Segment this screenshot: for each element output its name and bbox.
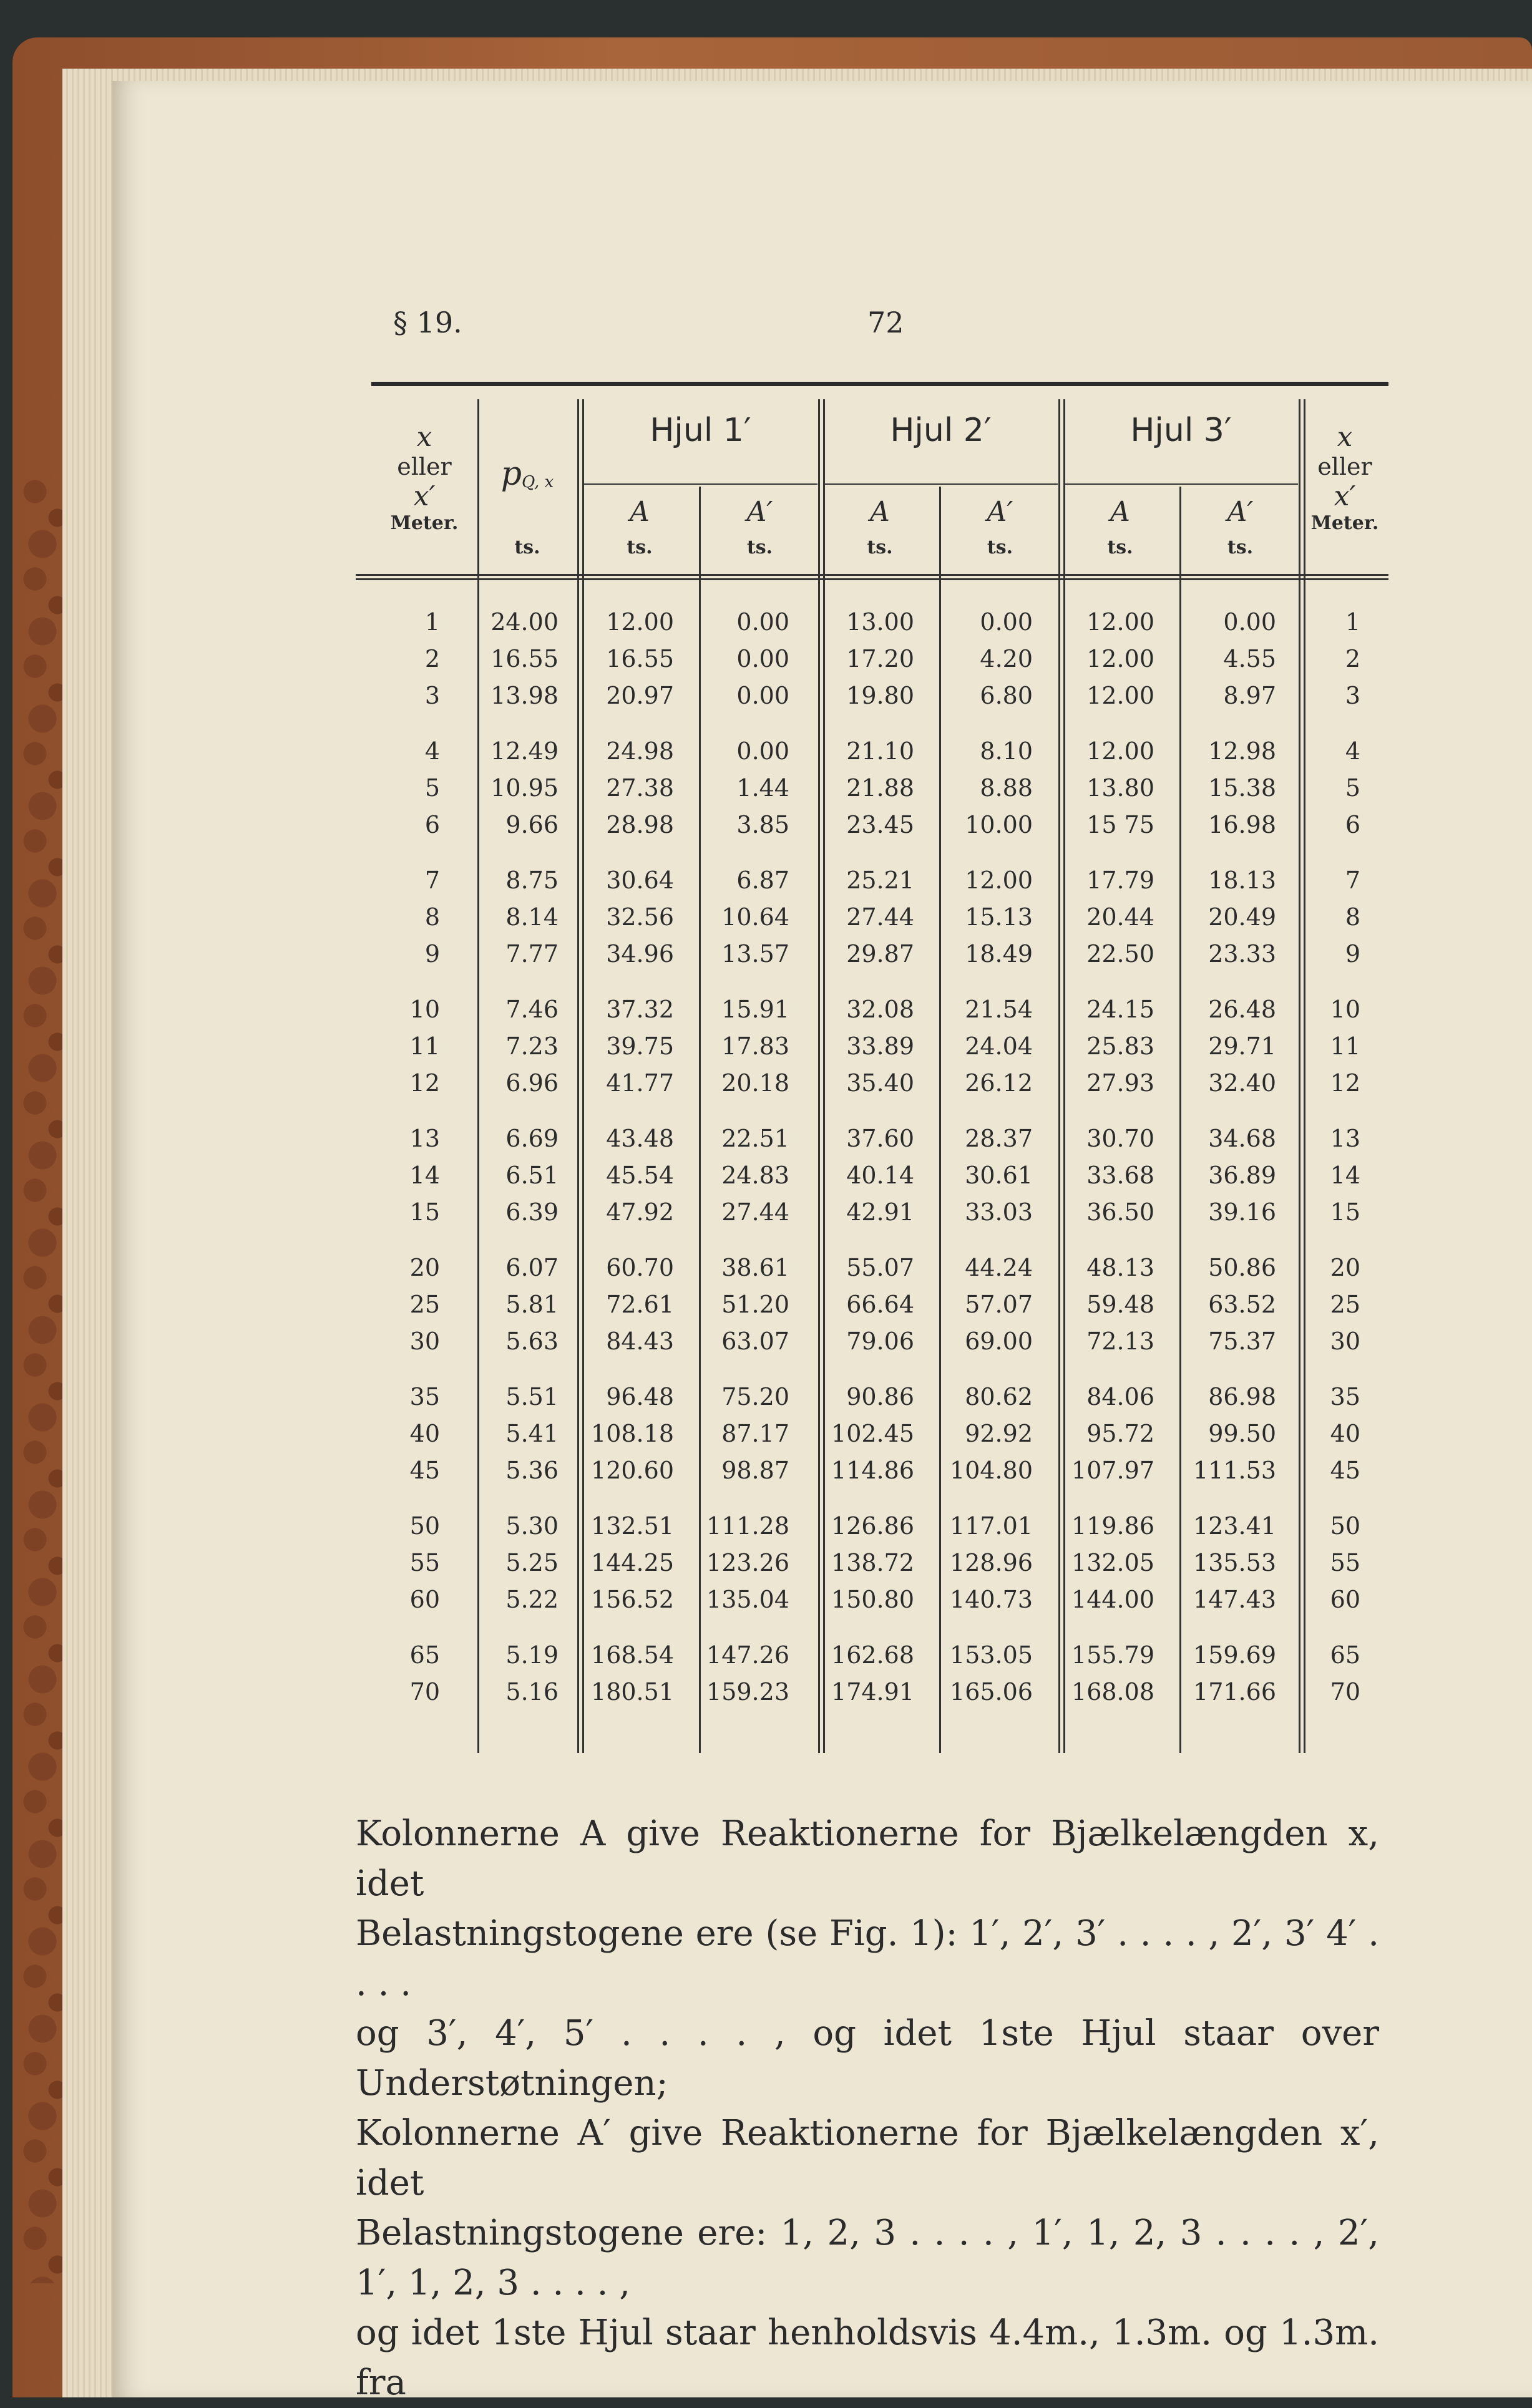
table-cell: 5.63 <box>505 1328 559 1355</box>
hjul-2-a-prime-unit: ts. <box>987 536 1013 558</box>
table-cell: 36.50 <box>1086 1198 1154 1226</box>
table-cell: 63.52 <box>1208 1291 1276 1318</box>
table-cell: 17.79 <box>1086 867 1154 894</box>
table-cell: 69.00 <box>965 1328 1033 1355</box>
table-cell: 144.25 <box>591 1549 674 1576</box>
table-cell: 155.79 <box>1071 1641 1154 1669</box>
p-unit: ts. <box>514 536 540 558</box>
table-cell: 34.96 <box>606 940 674 968</box>
table-cell: 156.52 <box>591 1586 674 1613</box>
table-cell: 80.62 <box>965 1383 1033 1410</box>
hjul-1-rule <box>583 483 817 485</box>
col-rule <box>1179 487 1181 1753</box>
table-cell: 15.91 <box>721 996 789 1023</box>
table-cell: 26.12 <box>965 1069 1033 1097</box>
table-cell: 16.55 <box>606 645 674 672</box>
x-value-cell: 12 <box>1330 1069 1360 1097</box>
x-value-cell: 20 <box>1330 1254 1360 1281</box>
table-cell: 98.87 <box>721 1457 789 1484</box>
table-cell: 48.13 <box>1086 1254 1154 1281</box>
table-cell: 57.07 <box>965 1291 1033 1318</box>
x-value-cell: 15 <box>409 1198 440 1226</box>
table-cell: 8.75 <box>505 867 559 894</box>
xr-prime-symbol: x′ <box>1334 480 1356 512</box>
table-cell: 45.54 <box>606 1162 674 1189</box>
table-cell: 171.66 <box>1193 1678 1276 1706</box>
table-cell: 20.44 <box>1086 903 1154 931</box>
x-value-cell: 40 <box>409 1420 440 1447</box>
table-cell: 13.80 <box>1086 774 1154 802</box>
caption-line: og idet 1ste Hjul staar henholdsvis 4.4m., 1.3m. og 1.3m. fra <box>356 2313 1379 2403</box>
table-cell: 13.98 <box>490 682 559 709</box>
x-prime-symbol: x′ <box>413 480 436 512</box>
hjul-3-a-unit: ts. <box>1107 536 1133 558</box>
table-cell: 3.85 <box>736 811 789 838</box>
table-cell: 96.48 <box>606 1383 674 1410</box>
table-cell: 0.00 <box>1223 608 1276 636</box>
p-subscript: Q, x <box>522 473 554 492</box>
table-cell: 24.04 <box>965 1032 1033 1060</box>
table-cell: 95.72 <box>1086 1420 1154 1447</box>
table-cell: 6.69 <box>505 1125 559 1152</box>
table-cell: 10.95 <box>490 774 559 802</box>
hjul-1-a-unit: ts. <box>627 536 653 558</box>
table-cell: 27.44 <box>846 903 914 931</box>
table-cell: 24.83 <box>721 1162 789 1189</box>
col-rule <box>1304 399 1305 1753</box>
x-value-cell: 7 <box>424 867 440 894</box>
table-cell: 32.56 <box>606 903 674 931</box>
table-cell: 20.18 <box>721 1069 789 1097</box>
eller-label: eller <box>397 453 452 480</box>
x-value-cell: 3 <box>424 682 440 709</box>
table-cell: 18.49 <box>965 940 1033 968</box>
table-cell: 33.03 <box>965 1198 1033 1226</box>
section-number: § 19. <box>393 306 462 339</box>
table-cell: 27.93 <box>1086 1069 1154 1097</box>
table-cell: 15 75 <box>1086 811 1154 838</box>
table-cell: 13.00 <box>846 608 914 636</box>
x-value-cell: 35 <box>1330 1383 1360 1410</box>
table-cell: 5.25 <box>505 1549 559 1576</box>
table-cell: 162.68 <box>831 1641 914 1669</box>
table-cell: 144.00 <box>1071 1586 1154 1613</box>
hjul-2-a-prime: A′ <box>987 496 1013 528</box>
table-cell: 28.98 <box>606 811 674 838</box>
table-cell: 33.89 <box>846 1032 914 1060</box>
col-rule <box>818 399 820 1753</box>
table-cell: 27.44 <box>721 1198 789 1226</box>
table-cell: 32.08 <box>846 996 914 1023</box>
x-value-cell: 20 <box>409 1254 440 1281</box>
x-value-cell: 10 <box>409 996 440 1023</box>
table-cell: 168.08 <box>1071 1678 1154 1706</box>
table-cell: 38.61 <box>721 1254 789 1281</box>
table-cell: 36.89 <box>1208 1162 1276 1189</box>
table-cell: 32.40 <box>1208 1069 1276 1097</box>
table-cell: 63.07 <box>721 1328 789 1355</box>
table-cell: 12.00 <box>606 608 674 636</box>
x-value-cell: 11 <box>1330 1032 1360 1060</box>
meter-unit: Meter. <box>390 512 459 534</box>
x-value-cell: 14 <box>1330 1162 1360 1189</box>
hjul-2-title: Hjul 2′ <box>890 412 992 449</box>
table-cell: 24.00 <box>490 608 559 636</box>
x-value-cell: 11 <box>409 1032 440 1060</box>
col-rule <box>477 399 479 1753</box>
hjul-3-a-prime: A′ <box>1227 496 1254 528</box>
table-cell: 8.88 <box>980 774 1033 802</box>
table-cell: 21.10 <box>846 737 914 765</box>
table-cell: 99.50 <box>1208 1420 1276 1447</box>
table-cell: 5.51 <box>505 1383 559 1410</box>
x-symbol: x <box>416 421 432 453</box>
x-value-cell: 1 <box>424 608 440 636</box>
table-cell: 25.21 <box>846 867 914 894</box>
col-rule <box>582 399 584 1753</box>
hjul-2-a-unit: ts. <box>867 536 893 558</box>
table-cell: 79.06 <box>846 1328 914 1355</box>
table-cell: 123.41 <box>1193 1512 1276 1540</box>
x-value-cell: 60 <box>409 1586 440 1613</box>
p-symbol: p <box>500 455 522 493</box>
table-cell: 12.00 <box>1086 682 1154 709</box>
p-column-header <box>477 455 577 493</box>
table-cell: 104.80 <box>950 1457 1033 1484</box>
table-cell: 6.80 <box>980 682 1033 709</box>
table-cell: 29.87 <box>846 940 914 968</box>
table-cell: 15.13 <box>965 903 1033 931</box>
table-cell: 180.51 <box>591 1678 674 1706</box>
table-cell: 147.43 <box>1193 1586 1276 1613</box>
x-value-cell: 25 <box>1330 1291 1360 1318</box>
x-value-cell: 4 <box>424 737 440 765</box>
table-cell: 21.88 <box>846 774 914 802</box>
hjul-1-a-prime-unit: ts. <box>746 536 773 558</box>
table-cell: 12.98 <box>1208 737 1276 765</box>
table-cell: 37.32 <box>606 996 674 1023</box>
table-cell: 135.53 <box>1193 1549 1276 1576</box>
table-cell: 6.96 <box>505 1069 559 1097</box>
table-cell: 4.20 <box>980 645 1033 672</box>
table-cell: 102.45 <box>831 1420 914 1447</box>
table-cell: 0.00 <box>736 682 789 709</box>
col-rule <box>1063 399 1065 1753</box>
col-rule <box>939 487 941 1753</box>
x-value-cell: 13 <box>409 1125 440 1152</box>
table-cell: 140.73 <box>950 1586 1033 1613</box>
table-cell: 92.92 <box>965 1420 1033 1447</box>
table-cell: 5.16 <box>505 1678 559 1706</box>
col-rule <box>1299 399 1300 1753</box>
table-cell: 37.60 <box>846 1125 914 1152</box>
x-value-cell: 9 <box>1345 940 1360 968</box>
x-value-cell: 45 <box>409 1457 440 1484</box>
x-value-cell: 50 <box>409 1512 440 1540</box>
table-cell: 5.81 <box>505 1291 559 1318</box>
table-cell: 5.41 <box>505 1420 559 1447</box>
table-cell: 123.26 <box>706 1549 789 1576</box>
table-cell: 10.00 <box>965 811 1033 838</box>
table-cell: 16.55 <box>490 645 559 672</box>
table-cell: 13.57 <box>721 940 789 968</box>
table-cell: 27.38 <box>606 774 674 802</box>
table-cell: 5.30 <box>505 1512 559 1540</box>
table-cell: 17.83 <box>721 1032 789 1060</box>
table-cell: 165.06 <box>950 1678 1033 1706</box>
table-cell: 55.07 <box>846 1254 914 1281</box>
table-cell: 6.39 <box>505 1198 559 1226</box>
x-value-cell: 10 <box>1330 996 1360 1023</box>
x-value-cell: 30 <box>409 1328 440 1355</box>
x-value-cell: 13 <box>1330 1125 1360 1152</box>
table-cell: 107.97 <box>1071 1457 1154 1484</box>
table-cell: 132.05 <box>1071 1549 1154 1576</box>
table-cell: 138.72 <box>831 1549 914 1576</box>
x-value-cell: 65 <box>409 1641 440 1669</box>
table-cell: 21.54 <box>965 996 1033 1023</box>
table-cell: 108.18 <box>591 1420 674 1447</box>
table-cell: 20.97 <box>606 682 674 709</box>
table-cell: 12.00 <box>1086 645 1154 672</box>
table-cell: 22.51 <box>721 1125 789 1152</box>
table-cell: 30.61 <box>965 1162 1033 1189</box>
header-double-rule <box>356 574 1388 576</box>
page-header <box>393 299 1392 349</box>
hjul-1-a-prime: A′ <box>746 496 773 528</box>
table-cell: 6.07 <box>505 1254 559 1281</box>
col-rule <box>699 487 701 1753</box>
table-cell: 15.38 <box>1208 774 1276 802</box>
x-value-cell: 5 <box>1345 774 1360 802</box>
hjul-3-a-prime-unit: ts. <box>1227 536 1254 558</box>
xr-meter-unit: Meter. <box>1310 512 1379 534</box>
table-cell: 84.06 <box>1086 1383 1154 1410</box>
x-value-cell: 50 <box>1330 1512 1360 1540</box>
x-value-cell: 7 <box>1345 867 1360 894</box>
table-cell: 23.45 <box>846 811 914 838</box>
table-cell: 8.14 <box>505 903 559 931</box>
x-value-cell: 30 <box>1330 1328 1360 1355</box>
x-column-header <box>371 421 477 534</box>
table-cell: 153.05 <box>950 1641 1033 1669</box>
x-value-cell: 2 <box>1345 645 1360 672</box>
table-cell: 24.98 <box>606 737 674 765</box>
page-number: 72 <box>867 306 904 339</box>
table-cell: 7.77 <box>505 940 559 968</box>
x-value-cell: 14 <box>409 1162 440 1189</box>
table-cell: 8.97 <box>1223 682 1276 709</box>
table-cell: 90.86 <box>846 1383 914 1410</box>
table-cell: 7.46 <box>505 996 559 1023</box>
table-cell: 75.37 <box>1208 1328 1276 1355</box>
table-cell: 33.68 <box>1086 1162 1154 1189</box>
table-cell: 84.43 <box>606 1328 674 1355</box>
caption-line: Belastningstogene ere: 1, 2, 3 . . . . , 1′, 1, 2, 3 . . . . , 2′, 1′, 1, 2, 3 . . . . , <box>356 2213 1379 2303</box>
x-value-cell: 25 <box>409 1291 440 1318</box>
table-cell: 30.70 <box>1086 1125 1154 1152</box>
table-cell: 43.48 <box>606 1125 674 1152</box>
table-cell: 51.20 <box>721 1291 789 1318</box>
table-cell: 86.98 <box>1208 1383 1276 1410</box>
table-cell: 6.51 <box>505 1162 559 1189</box>
x-value-cell: 6 <box>424 811 440 838</box>
table-cell: 59.48 <box>1086 1291 1154 1318</box>
hjul-1-title: Hjul 1′ <box>650 412 751 449</box>
x-value-cell: 9 <box>424 940 440 968</box>
table-cell: 19.80 <box>846 682 914 709</box>
table-cell: 0.00 <box>736 737 789 765</box>
hjul-3-rule <box>1064 483 1298 485</box>
x-value-cell: 3 <box>1345 682 1360 709</box>
table-cell: 111.28 <box>706 1512 789 1540</box>
table-cell: 20.49 <box>1208 903 1276 931</box>
table-cell: 42.91 <box>846 1198 914 1226</box>
x-value-cell: 2 <box>424 645 440 672</box>
table-cell: 117.01 <box>950 1512 1033 1540</box>
x-value-cell: 65 <box>1330 1641 1360 1669</box>
table-cell: 1.44 <box>736 774 789 802</box>
table-cell: 23.33 <box>1208 940 1276 968</box>
table-cell: 87.17 <box>721 1420 789 1447</box>
table-cell: 44.24 <box>965 1254 1033 1281</box>
col-rule <box>823 399 825 1753</box>
table-cell: 5.19 <box>505 1641 559 1669</box>
caption-line: Belastningstogene ere (se Fig. 1): 1′, 2′, 3′ . . . . , 2′, 3′ 4′ . . . . <box>356 1913 1379 2004</box>
caption-text <box>356 1809 1379 2408</box>
table-cell: 26.48 <box>1208 996 1276 1023</box>
table-cell: 114.86 <box>831 1457 914 1484</box>
table-top-rule <box>371 382 1388 386</box>
caption-line: Kolonnerne A′ give Reaktionerne for Bjælkelængden x′, idet <box>356 2113 1379 2203</box>
table-cell: 119.86 <box>1071 1512 1154 1540</box>
x-value-cell: 6 <box>1345 811 1360 838</box>
table-cell: 40.14 <box>846 1162 914 1189</box>
table-cell: 5.36 <box>505 1457 559 1484</box>
col-rule <box>1058 399 1060 1753</box>
table-cell: 24.15 <box>1086 996 1154 1023</box>
x-value-cell: 55 <box>1330 1549 1360 1576</box>
table-cell: 0.00 <box>980 608 1033 636</box>
table-cell: 66.64 <box>846 1291 914 1318</box>
table-cell: 10.64 <box>721 903 789 931</box>
table-cell: 75.20 <box>721 1383 789 1410</box>
table-cell: 4.55 <box>1223 645 1276 672</box>
x-value-cell: 55 <box>409 1549 440 1576</box>
table-cell: 22.50 <box>1086 940 1154 968</box>
table-cell: 72.13 <box>1086 1328 1154 1355</box>
x-value-cell: 70 <box>1330 1678 1360 1706</box>
table-cell: 147.26 <box>706 1641 789 1669</box>
table-cell: 12.49 <box>490 737 559 765</box>
table-cell: 111.53 <box>1193 1457 1276 1484</box>
table-cell: 18.13 <box>1208 867 1276 894</box>
table-cell: 39.16 <box>1208 1198 1276 1226</box>
x-value-cell: 8 <box>1345 903 1360 931</box>
table-cell: 41.77 <box>606 1069 674 1097</box>
table-cell: 60.70 <box>606 1254 674 1281</box>
table-cell: 0.00 <box>736 645 789 672</box>
xr-eller-label: eller <box>1317 453 1372 480</box>
hjul-2-a: A <box>870 496 890 528</box>
table-cell: 174.91 <box>831 1678 914 1706</box>
table-cell: 72.61 <box>606 1291 674 1318</box>
reaction-table <box>371 387 1388 1753</box>
table-cell: 12.00 <box>1086 608 1154 636</box>
table-cell: 132.51 <box>591 1512 674 1540</box>
x-value-cell: 35 <box>409 1383 440 1410</box>
x-value-cell: 40 <box>1330 1420 1360 1447</box>
table-cell: 34.68 <box>1208 1125 1276 1152</box>
table-cell: 5.22 <box>505 1586 559 1613</box>
x-value-cell: 8 <box>424 903 440 931</box>
caption-line: og 3′, 4′, 5′ . . . . , og idet 1ste Hjul staar over Understøtningen; <box>356 2013 1379 2104</box>
table-cell: 9.66 <box>505 811 559 838</box>
x-value-cell: 4 <box>1345 737 1360 765</box>
table-cell: 150.80 <box>831 1586 914 1613</box>
table-cell: 6.87 <box>736 867 789 894</box>
caption-line: Kolonnerne A give Reaktionerne for Bjælkelængden x, idet <box>356 1813 1379 1904</box>
table-cell: 120.60 <box>591 1457 674 1484</box>
hjul-3-title: Hjul 3′ <box>1130 412 1232 449</box>
x-value-cell: 70 <box>409 1678 440 1706</box>
table-cell: 35.40 <box>846 1069 914 1097</box>
table-cell: 8.10 <box>980 737 1033 765</box>
table-cell: 128.96 <box>950 1549 1033 1576</box>
table-cell: 16.98 <box>1208 811 1276 838</box>
table-cell: 7.23 <box>505 1032 559 1060</box>
col-rule <box>577 399 579 1753</box>
xr-symbol: x <box>1337 421 1353 453</box>
x-value-cell: 1 <box>1345 608 1360 636</box>
table-cell: 0.00 <box>736 608 789 636</box>
table-cell: 28.37 <box>965 1125 1033 1152</box>
x-value-cell: 45 <box>1330 1457 1360 1484</box>
hjul-3-a: A <box>1110 496 1130 528</box>
hjul-2-rule <box>824 483 1058 485</box>
table-cell: 159.69 <box>1193 1641 1276 1669</box>
table-cell: 135.04 <box>706 1586 789 1613</box>
table-cell: 168.54 <box>591 1641 674 1669</box>
hjul-1-a: A <box>630 496 650 528</box>
xr-column-header <box>1301 421 1388 534</box>
table-cell: 25.83 <box>1086 1032 1154 1060</box>
table-cell: 126.86 <box>831 1512 914 1540</box>
x-value-cell: 15 <box>1330 1198 1360 1226</box>
table-cell: 12.00 <box>965 867 1033 894</box>
table-cell: 47.92 <box>606 1198 674 1226</box>
table-cell: 30.64 <box>606 867 674 894</box>
x-value-cell: 60 <box>1330 1586 1360 1613</box>
table-cell: 29.71 <box>1208 1032 1276 1060</box>
table-cell: 12.00 <box>1086 737 1154 765</box>
table-cell: 159.23 <box>706 1678 789 1706</box>
x-value-cell: 5 <box>424 774 440 802</box>
table-cell: 17.20 <box>846 645 914 672</box>
table-cell: 39.75 <box>606 1032 674 1060</box>
x-value-cell: 12 <box>409 1069 440 1097</box>
table-cell: 50.86 <box>1208 1254 1276 1281</box>
